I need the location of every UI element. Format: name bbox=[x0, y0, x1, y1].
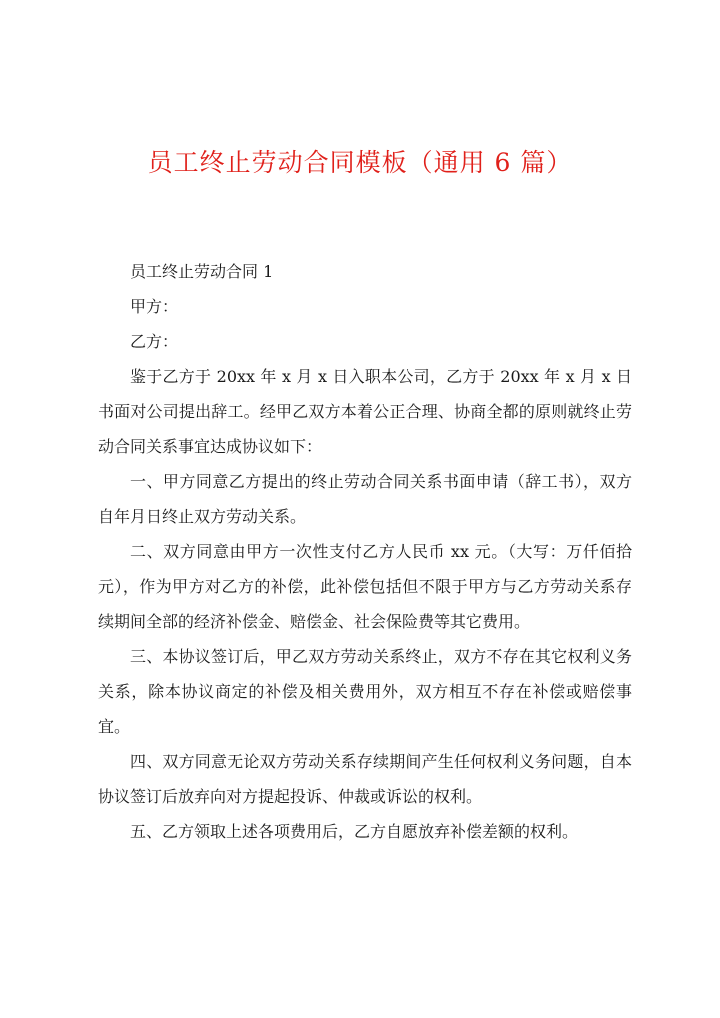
clause-4-paragraph: 四、双方同意无论双方劳动关系存续期间产生任何权利义务问题，自本协议签订后放弃向对方提起投诉、仲裁或诉讼的权利。 bbox=[98, 752, 632, 806]
clause-1-paragraph: 一、甲方同意乙方提出的终止劳动合同关系书面申请（辞工书），双方自年月日终止双方劳动关系。 bbox=[98, 472, 632, 526]
clause-5-paragraph: 五、乙方领取上述各项费用后，乙方自愿放弃补偿差额的权利。 bbox=[130, 822, 579, 841]
party-a-line: 甲方： bbox=[130, 297, 179, 316]
party-b-line: 乙方： bbox=[130, 332, 179, 351]
document-body bbox=[98, 254, 632, 849]
preamble-paragraph: 鉴于乙方于 20xx 年 x 月 x 日入职本公司，乙方于 20xx 年 x 月 x 日书面对公司提出辞工。经甲乙双方本着公正合理、协商全都的原则就终止劳动合同关系事宜达成协议如下： bbox=[98, 367, 632, 456]
clause-3-paragraph: 三、本协议签订后，甲乙双方劳动关系终止，双方不存在其它权利义务关系，除本协议商定的补偿及相关费用外，双方相互不存在补偿或赔偿事宜。 bbox=[98, 647, 632, 736]
section-heading: 员工终止劳动合同 1 bbox=[130, 262, 274, 281]
document-title: 员工终止劳动合同模板（通用 6 篇） bbox=[147, 148, 573, 177]
clause-2-paragraph: 二、双方同意由甲方一次性支付乙方人民币 xx 元。（大写：万仟佰拾元），作为甲方对乙方的补偿，此补偿包括但不限于甲方与乙方劳动关系存续期间全部的经济补偿金、赔偿金、社会保险费等其它费用。 bbox=[98, 542, 632, 631]
